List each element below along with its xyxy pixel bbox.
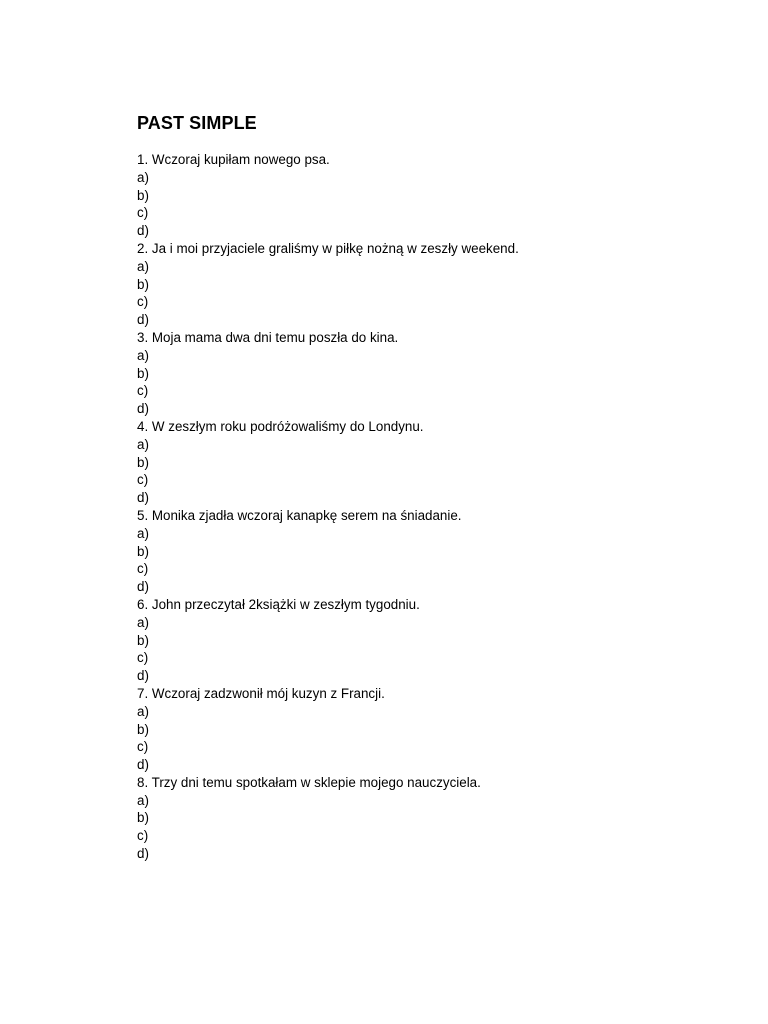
answer-option-d: d) — [137, 312, 149, 328]
question-list — [137, 151, 697, 863]
question-item — [137, 418, 697, 507]
answer-option-a: a) — [137, 614, 149, 630]
question-text: 8. Trzy dni temu spotkałam w sklepie mojego nauczyciela. — [137, 774, 481, 790]
answer-option-b: b) — [137, 632, 149, 648]
question-text: 2. Ja i moi przyjaciele graliśmy w piłkę nożną w zeszły weekend. — [137, 240, 519, 256]
question-item — [137, 151, 697, 240]
question-item — [137, 507, 697, 596]
question-item — [137, 596, 697, 685]
answer-option-d: d) — [137, 490, 149, 506]
answer-option-c: c) — [137, 828, 149, 844]
question-text: 4. W zeszłym roku podróżowaliśmy do Londynu. — [137, 418, 424, 434]
answer-option-c: c) — [137, 472, 149, 488]
question-text: 3. Moja mama dwa dni temu poszła do kina. — [137, 329, 399, 345]
question-item — [137, 240, 697, 329]
answer-option-c: c) — [137, 561, 149, 577]
answer-option-d: d) — [137, 401, 149, 417]
answer-option-a: a) — [137, 169, 149, 185]
answer-option-b: b) — [137, 187, 149, 203]
answer-option-b: b) — [137, 276, 149, 292]
answer-option-c: c) — [137, 383, 149, 399]
question-text: 6. John przeczytał 2książki w zeszłym tygodniu. — [137, 596, 420, 612]
answer-option-a: a) — [137, 436, 149, 452]
answer-option-c: c) — [137, 739, 149, 755]
answer-option-c: c) — [137, 650, 149, 666]
question-item — [137, 329, 697, 418]
answer-option-a: a) — [137, 792, 149, 808]
answer-option-b: b) — [137, 543, 149, 559]
answer-option-d: d) — [137, 757, 149, 773]
answer-option-b: b) — [137, 454, 149, 470]
answer-option-d: d) — [137, 223, 149, 239]
document-title: PAST SIMPLE — [137, 113, 257, 133]
answer-option-d: d) — [137, 846, 149, 862]
answer-option-c: c) — [137, 205, 149, 221]
answer-option-d: d) — [137, 579, 149, 595]
question-item — [137, 685, 697, 774]
answer-option-a: a) — [137, 258, 149, 274]
answer-option-b: b) — [137, 365, 149, 381]
question-text: 1. Wczoraj kupiłam nowego psa. — [137, 152, 330, 167]
answer-option-c: c) — [137, 294, 149, 310]
answer-option-a: a) — [137, 525, 149, 541]
answer-option-b: b) — [137, 810, 149, 826]
answer-option-d: d) — [137, 668, 149, 684]
question-text: 7. Wczoraj zadzwonił mój kuzyn z Francji. — [137, 685, 385, 701]
answer-option-a: a) — [137, 347, 149, 363]
answer-option-b: b) — [137, 721, 149, 737]
question-item — [137, 774, 697, 863]
question-text: 5. Monika zjadła wczoraj kanapkę serem na śniadanie. — [137, 507, 462, 523]
answer-option-a: a) — [137, 703, 149, 719]
